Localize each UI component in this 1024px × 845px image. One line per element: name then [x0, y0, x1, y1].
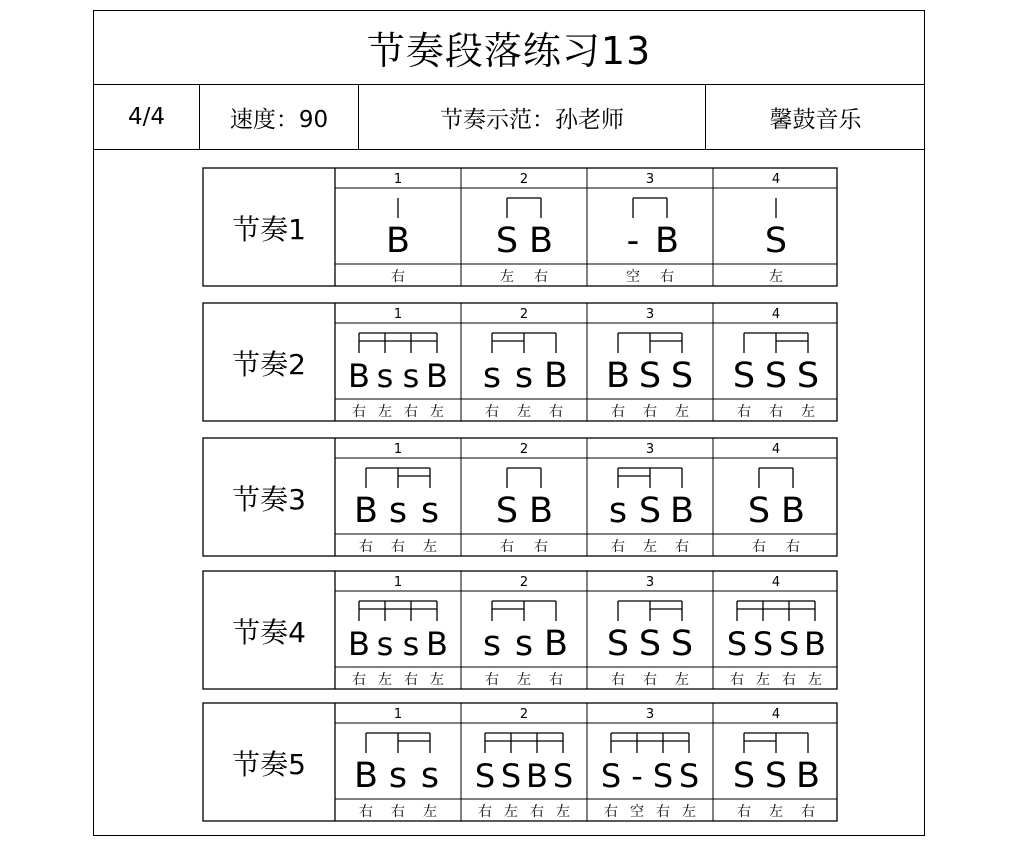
- note-glyph: s: [482, 624, 502, 664]
- note-glyph: S: [764, 356, 788, 396]
- hand-label: 左: [430, 672, 444, 688]
- hand-label: 右: [500, 539, 514, 555]
- rhythm-label: 节奏2: [232, 348, 306, 381]
- note-glyph: S: [652, 757, 674, 795]
- beat-number: 1: [393, 442, 403, 457]
- note-glyph: s: [420, 756, 440, 796]
- note-glyph: S: [638, 624, 662, 664]
- rhythm-block: [203, 168, 837, 286]
- note-glyph: S: [752, 625, 774, 663]
- hand-label: 左: [808, 672, 822, 688]
- note-glyph: S: [495, 491, 519, 531]
- hand-label: 右: [604, 804, 618, 820]
- tempo: 速度：90: [229, 106, 329, 133]
- beat-number: 2: [519, 307, 529, 322]
- hand-label: 右: [549, 672, 563, 688]
- hand-label: 右: [404, 404, 418, 420]
- hand-label: 右: [801, 804, 815, 820]
- note-glyph: S: [764, 756, 788, 796]
- brand-name: 馨鼓音乐: [769, 106, 862, 133]
- rhythm-block: [203, 571, 837, 689]
- beat-number: 4: [771, 172, 781, 187]
- note-glyph: S: [552, 757, 574, 795]
- note-glyph: B: [348, 625, 370, 663]
- beat-number: 1: [393, 575, 403, 590]
- note-glyph: s: [608, 491, 628, 531]
- hand-label: 左: [378, 404, 392, 420]
- hand-label: 左: [378, 672, 392, 688]
- note-glyph: S: [670, 356, 694, 396]
- hand-label: 左: [682, 804, 696, 820]
- hand-label: 右: [752, 539, 766, 555]
- hand-label: 右: [391, 804, 405, 820]
- hand-label: 右: [643, 404, 657, 420]
- note-glyph: B: [780, 491, 806, 531]
- hand-label: 左: [556, 804, 570, 820]
- note-glyph: s: [402, 625, 420, 663]
- note-glyph: S: [600, 757, 622, 795]
- note-glyph: S: [638, 356, 662, 396]
- beat-number: 2: [519, 707, 529, 722]
- hand-label: 右: [534, 269, 548, 285]
- note-glyph: s: [482, 356, 502, 396]
- beat-number: 3: [645, 442, 655, 457]
- hand-label: 左: [500, 269, 514, 285]
- hand-label: 右: [656, 804, 670, 820]
- note-glyph: B: [543, 356, 569, 396]
- hand-label: 空: [626, 269, 640, 285]
- note-glyph: B: [528, 221, 554, 261]
- note-glyph: B: [543, 624, 569, 664]
- beat-number: 3: [645, 575, 655, 590]
- note-glyph: s: [376, 357, 394, 395]
- hand-label: 右: [391, 539, 405, 555]
- beat-number: 2: [519, 442, 529, 457]
- hand-label: 左: [675, 404, 689, 420]
- note-glyph: S: [638, 491, 662, 531]
- rhythm-block: [203, 703, 837, 821]
- hand-label: 左: [643, 539, 657, 555]
- beat-number: 1: [393, 707, 403, 722]
- hand-label: 右: [352, 404, 366, 420]
- rhythm-label: 节奏5: [232, 748, 306, 781]
- hand-label: 右: [404, 672, 418, 688]
- beat-number: 4: [771, 442, 781, 457]
- note-glyph: S: [747, 491, 771, 531]
- beat-number: 3: [645, 172, 655, 187]
- demo-teacher: 节奏示范：孙老师: [440, 106, 624, 133]
- note-glyph: B: [528, 491, 554, 531]
- note-glyph: S: [796, 356, 820, 396]
- note-glyph: s: [376, 625, 394, 663]
- note-glyph: S: [606, 624, 630, 664]
- hand-label: 左: [517, 672, 531, 688]
- beat-number: 4: [771, 307, 781, 322]
- beat-number: 4: [771, 575, 781, 590]
- hand-label: 右: [782, 672, 796, 688]
- hand-label: 右: [611, 539, 625, 555]
- note-glyph: S: [726, 625, 748, 663]
- note-glyph: S: [732, 756, 756, 796]
- rhythm-label: 节奏1: [232, 213, 306, 246]
- note-glyph: S: [500, 757, 522, 795]
- note-glyph: B: [353, 756, 379, 796]
- note-glyph: S: [670, 624, 694, 664]
- note-glyph: s: [402, 357, 420, 395]
- hand-label: 右: [730, 672, 744, 688]
- hand-label: 左: [504, 804, 518, 820]
- hand-label: 右: [485, 672, 499, 688]
- hand-label: 左: [430, 404, 444, 420]
- hand-label: 右: [737, 404, 751, 420]
- hand-label: 左: [423, 804, 437, 820]
- hand-label: 右: [737, 804, 751, 820]
- hand-label: 右: [352, 672, 366, 688]
- note-glyph: B: [353, 491, 379, 531]
- hand-label: 左: [769, 804, 783, 820]
- hand-label: 右: [643, 672, 657, 688]
- beat-number: 2: [519, 172, 529, 187]
- hand-label: 左: [801, 404, 815, 420]
- note-glyph: B: [348, 357, 370, 395]
- note-glyph: B: [426, 625, 448, 663]
- beat-number: 1: [393, 307, 403, 322]
- hand-label: 左: [756, 672, 770, 688]
- note-glyph: S: [778, 625, 800, 663]
- hand-label: 右: [391, 269, 405, 285]
- note-glyph: s: [388, 756, 408, 796]
- note-glyph: S: [732, 356, 756, 396]
- rhythm-block: [203, 438, 837, 556]
- note-glyph: B: [526, 757, 548, 795]
- note-glyph: S: [678, 757, 700, 795]
- hand-label: 左: [517, 404, 531, 420]
- hand-label: 右: [769, 404, 783, 420]
- beat-number: 2: [519, 575, 529, 590]
- hand-label: 左: [769, 269, 783, 285]
- note-glyph: s: [514, 356, 534, 396]
- rhythm-label: 节奏3: [232, 483, 306, 516]
- hand-label: 左: [423, 539, 437, 555]
- note-glyph: -: [631, 757, 643, 795]
- hand-label: 右: [359, 804, 373, 820]
- hand-label: 右: [478, 804, 492, 820]
- note-glyph: B: [804, 625, 826, 663]
- note-glyph: -: [626, 221, 640, 261]
- page-title: 节奏段落练习13: [366, 29, 652, 73]
- note-glyph: B: [654, 221, 680, 261]
- note-glyph: B: [795, 756, 821, 796]
- note-glyph: s: [420, 491, 440, 531]
- rhythm-label: 节奏4: [232, 616, 306, 649]
- beat-number: 3: [645, 707, 655, 722]
- beat-number: 1: [393, 172, 403, 187]
- hand-label: 右: [675, 539, 689, 555]
- time-signature: 4/4: [127, 104, 165, 130]
- hand-label: 右: [611, 672, 625, 688]
- note-glyph: B: [605, 356, 631, 396]
- rhythm-block: [203, 303, 837, 421]
- beat-number: 4: [771, 707, 781, 722]
- note-glyph: B: [385, 221, 411, 261]
- hand-label: 右: [549, 404, 563, 420]
- hand-label: 右: [660, 269, 674, 285]
- note-glyph: S: [764, 221, 788, 261]
- hand-label: 右: [359, 539, 373, 555]
- note-glyph: S: [474, 757, 496, 795]
- hand-label: 右: [786, 539, 800, 555]
- note-glyph: B: [426, 357, 448, 395]
- beat-number: 3: [645, 307, 655, 322]
- hand-label: 空: [630, 804, 644, 820]
- hand-label: 右: [530, 804, 544, 820]
- hand-label: 右: [611, 404, 625, 420]
- hand-label: 左: [675, 672, 689, 688]
- hand-label: 右: [534, 539, 548, 555]
- note-glyph: S: [495, 221, 519, 261]
- note-glyph: s: [514, 624, 534, 664]
- note-glyph: s: [388, 491, 408, 531]
- hand-label: 右: [485, 404, 499, 420]
- note-glyph: B: [669, 491, 695, 531]
